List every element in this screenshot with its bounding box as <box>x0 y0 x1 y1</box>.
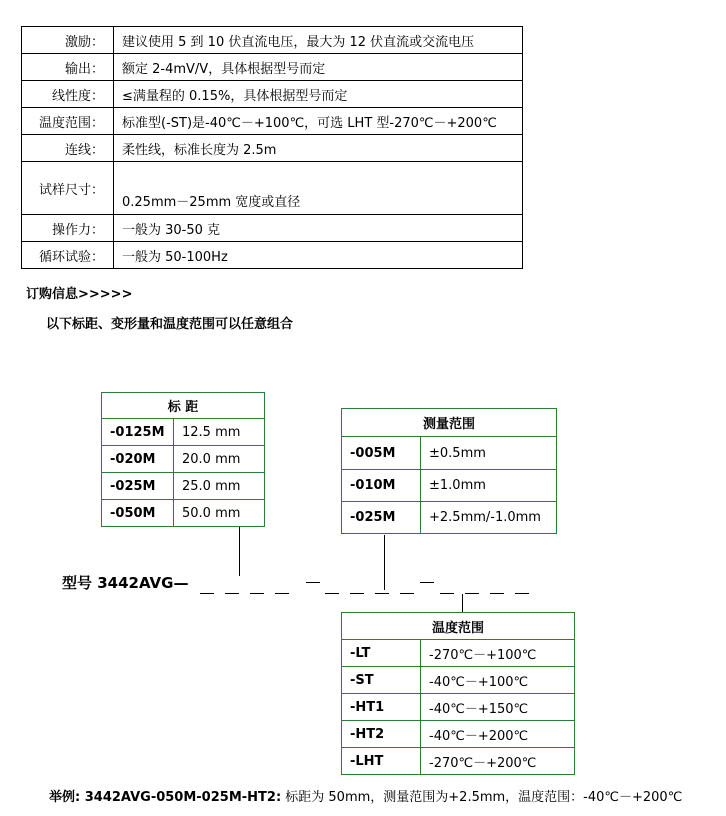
spec-row-operating-force <box>22 215 523 242</box>
blank-dash <box>400 593 414 594</box>
spec-value: 柔性线，标准长度为 2.5m <box>114 135 523 162</box>
option-value: -40℃－+200℃ <box>421 721 575 748</box>
table-title: 标 距 <box>102 393 265 419</box>
blank-dash <box>275 593 289 594</box>
option-code: -HT1 <box>342 694 421 721</box>
blank-dash <box>465 593 479 594</box>
spec-label: 操作力： <box>22 215 114 242</box>
option-value: 25.0 mm <box>174 473 265 500</box>
option-value: ±1.0mm <box>421 470 557 502</box>
table-row <box>342 470 557 502</box>
spec-row-wiring <box>22 135 523 162</box>
option-code: -050M <box>102 500 174 527</box>
spec-label: 连线： <box>22 135 114 162</box>
option-code: -005M <box>342 437 421 470</box>
example-line <box>49 786 682 805</box>
option-code: -025M <box>342 502 421 534</box>
spec-row-cycle-test <box>22 242 523 269</box>
option-code: -LHT <box>342 748 421 775</box>
spec-value: 建议使用 5 到 10 伏直流电压，最大为 12 伏直流或交流电压 <box>114 27 523 54</box>
separator-dash <box>306 582 320 583</box>
option-code: -025M <box>102 473 174 500</box>
option-value: -40℃－+150℃ <box>421 694 575 721</box>
separator-dash <box>420 582 434 583</box>
option-value: 20.0 mm <box>174 446 265 473</box>
table-title: 温度范围 <box>342 613 575 640</box>
spec-value: ≤满量程的 0.15%，具体根据型号而定 <box>114 81 523 108</box>
table-row <box>342 667 575 694</box>
blank-dash <box>250 593 264 594</box>
blank-dash <box>440 593 454 594</box>
table-row <box>102 446 265 473</box>
range-connector-line <box>384 535 385 590</box>
option-code: -0125M <box>102 419 174 446</box>
spec-row-output <box>22 54 523 81</box>
table-row <box>342 502 557 534</box>
option-value: -270℃－+100℃ <box>421 640 575 667</box>
spec-row-temperature <box>22 108 523 135</box>
table-row <box>342 640 575 667</box>
measuring-range-table <box>341 408 557 534</box>
spec-label: 试样尺寸： <box>22 162 114 215</box>
table-row <box>342 694 575 721</box>
option-code: -020M <box>102 446 174 473</box>
table-title: 测量范围 <box>342 409 557 437</box>
blank-dash <box>350 593 364 594</box>
option-code: -ST <box>342 667 421 694</box>
spec-table <box>21 26 523 269</box>
order-info-subtitle: 以下标距、变形量和温度范围可以任意组合 <box>46 317 294 332</box>
model-number-label: 型号 3442AVG— <box>62 574 189 592</box>
blank-dash <box>375 593 389 594</box>
spec-value: 标准型(-ST)是-40℃－+100℃，可选 LHT 型-270℃－+200℃ <box>114 108 523 135</box>
table-row <box>342 721 575 748</box>
spec-value: 一般为 30-50 克 <box>114 215 523 242</box>
temperature-connector-line <box>462 594 463 612</box>
blank-dash <box>225 593 239 594</box>
option-value: -270℃－+200℃ <box>421 748 575 775</box>
table-row <box>342 437 557 470</box>
spec-label: 输出： <box>22 54 114 81</box>
spec-value: 额定 2-4mV/V，具体根据型号而定 <box>114 54 523 81</box>
option-code: -010M <box>342 470 421 502</box>
option-code: -LT <box>342 640 421 667</box>
blank-dash <box>515 593 529 594</box>
spec-label: 循环试验： <box>22 242 114 269</box>
table-row <box>102 500 265 527</box>
option-value: -40℃－+100℃ <box>421 667 575 694</box>
temperature-range-table <box>341 612 575 775</box>
spec-label: 激励： <box>22 27 114 54</box>
spec-value: 0.25mm－25mm 宽度或直径 <box>114 162 523 215</box>
spec-label: 温度范围： <box>22 108 114 135</box>
spec-value: 一般为 50-100Hz <box>114 242 523 269</box>
blank-dash <box>200 593 214 594</box>
gauge-connector-line <box>239 527 240 576</box>
table-row <box>342 748 575 775</box>
table-row <box>102 419 265 446</box>
example-prefix: 举例: 3442AVG-050M-025M-HT2: <box>49 790 282 805</box>
table-row <box>102 473 265 500</box>
spec-row-specimen-size <box>22 162 523 215</box>
gauge-length-table <box>101 392 265 527</box>
blank-dash <box>490 593 504 594</box>
blank-dash <box>325 593 339 594</box>
option-value: ±0.5mm <box>421 437 557 470</box>
example-text: 标距为 50mm，测量范围为+2.5mm，温度范围：-40℃－+200℃ <box>281 790 683 805</box>
option-value: 50.0 mm <box>174 500 265 527</box>
spec-label: 线性度： <box>22 81 114 108</box>
spec-row-excitation <box>22 27 523 54</box>
option-value: 12.5 mm <box>174 419 265 446</box>
option-value: +2.5mm/-1.0mm <box>421 502 557 534</box>
order-info-title: 订购信息>>>>> <box>26 287 133 302</box>
spec-row-linearity <box>22 81 523 108</box>
option-code: -HT2 <box>342 721 421 748</box>
